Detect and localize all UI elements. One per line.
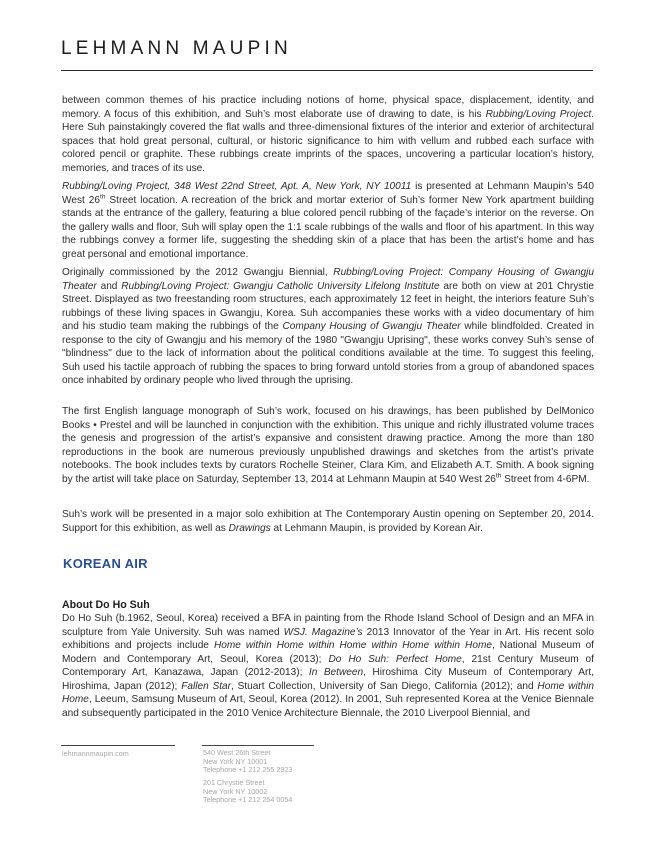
artwork-title: Home within Home within Home within Home within Home bbox=[213, 640, 492, 651]
text-run: , 21st Century Museum of Contemporary Art, Kanazawa, Japan (2012-2013); bbox=[62, 653, 594, 678]
artwork-title: In Between bbox=[308, 667, 364, 678]
artwork-title: Fallen Star bbox=[181, 680, 232, 692]
paragraph-west-22nd-street bbox=[62, 180, 594, 261]
text-run: , Hiroshima City Museum of Contemporary Art, Hiroshima, Japan (2012); bbox=[62, 667, 594, 692]
text-run: Street from 4-6PM. bbox=[501, 473, 590, 485]
paragraph-monograph bbox=[62, 405, 594, 486]
footer-divider-left bbox=[61, 745, 175, 746]
text-run: at Lehmann Maupin, is provided by Korean Air. bbox=[270, 522, 483, 534]
text-run: between common themes of his practice including notions of home, physical space, displacement, identity, and memory. A focus of this exhibition, and Suh’s most elaborate use of drawing to date, is his bbox=[62, 95, 594, 120]
publication-title: WSJ. Magazine’s bbox=[283, 626, 363, 638]
paragraph-rubbing-loving-intro bbox=[62, 94, 594, 175]
text-run: Do Ho Suh (b.1962, Seoul, Korea) received a BFA in painting from the Rhode Island School of Design and an MFA in sculpture from Yale University. Suh was named bbox=[62, 613, 594, 638]
artwork-title: Company Housing of Gwangju Theater bbox=[282, 321, 461, 332]
footer-website: lehmannmaupin.com bbox=[62, 749, 129, 758]
address-city: New York NY 10002 bbox=[203, 786, 268, 796]
text-run: . Here Suh painstakingly covered the flat walls and three-dimensional fixtures of the interior and exterior of architectural spaces that hold great personal, cultural, or historic significance to him with vellum and rubbed each surface with colored pencil or graphite. These rubbings create imprints of the spaces, uncovering a particular location’s history, memories, and traces of its use. bbox=[62, 108, 594, 174]
text-run: Suh’s work will be presented in a major solo exhibition at The Contemporary Austin opening on September 20, 2014. Support for this exhibition, as well as bbox=[62, 509, 594, 534]
artwork-title: Rubbing/Loving Project bbox=[485, 108, 592, 120]
address-street: 540 West 26th Street bbox=[203, 748, 271, 757]
text-run: 2013 Innovator of the Year in Art. His recent solo exhibitions and projects include bbox=[62, 626, 594, 651]
text-run: Originally commissioned by the 2012 Gwangju Biennial, bbox=[62, 267, 334, 278]
text-run: , Leeum, Samsung Museum of Art, Seoul, Korea (2012). In 2001, Suh represented Korea at the Venice Biennale and subsequently participated in the 2010 Venice Architecture Biennale, the 2010 Liverpool Biennial, and bbox=[62, 694, 594, 719]
ordinal-suffix: th bbox=[100, 193, 106, 201]
paragraph-biography bbox=[62, 612, 594, 720]
text-run: The first English language monograph of Suh’s work, focused on his drawings, has been published by DelMonico Books • Prestel and will be launched in conjunction with the exhibition. This unique and richly illustrated volume traces the genesis and progression of the artist’s expansive and consistent drawing practice. Among the more than 180 reproductions in the book are numerous previously unpublished drawings and sketches from the artist’s private notebooks. The book includes texts by curators Rochelle Steiner, Clara Kim, and Elizabeth A.T. Smith. A book signing by the artist will take place on Saturday, September 13, 2014 at Lehmann Maupin at 540 West 26 bbox=[62, 406, 594, 485]
artwork-title: Drawings bbox=[228, 522, 271, 534]
ordinal-suffix: th bbox=[495, 472, 502, 480]
about-heading: About Do Ho Suh bbox=[62, 599, 150, 611]
text-run: Street location. A recreation of the brick and mortar exterior of Suh’s former New York apartment building stands at the entrance of the gallery, featuring a blue colored pencil rubbing of the façade’s interior on the reverse. On the gallery walls and floor, Suh will splay open the 1:1 scale rubbings of the walls and floor of his apartment. In this way the rubbings convey a former life, suggesting the shedding skin of a place that has been the artist’s home and has great personal and emotional importance. bbox=[62, 194, 595, 260]
artwork-title: Rubbing/Loving Project: Company Housing of Gwangju Theater bbox=[62, 267, 594, 292]
artwork-title: Rubbing/Loving Project, 348 West 22nd Street, Apt. A, New York, NY 10011 bbox=[62, 181, 412, 192]
paragraph-contemporary-austin bbox=[62, 508, 594, 535]
text-run: and bbox=[96, 280, 122, 292]
text-run: while blindfolded. Created in response to the city of Gwangju and his memory of the 1980 "Gwangju Uprising", these works convey Suh’s sense of "blindness" due to the lack of information about the political conditions available at the time. To suggest this feeling, Suh used his tactile approach of rubbing the spaces to bring forward untold stories from a group of abandoned spaces once inhabited by ordinary people who lived through the uprising. bbox=[62, 321, 594, 386]
address-phone: Telephone +1 212 255 2923 bbox=[203, 765, 293, 775]
text-run: , Stuart Collection, University of San Diego, California (2012); and bbox=[231, 680, 538, 692]
footer-divider-right bbox=[202, 745, 314, 746]
artwork-title: Rubbing/Loving Project: Gwangju Catholic University Lifelong Institute bbox=[121, 280, 440, 292]
paragraph-gwangju-biennial bbox=[62, 266, 594, 388]
address-phone: Telephone +1 212 254 0054 bbox=[203, 795, 293, 805]
artwork-title: Do Ho Suh: Perfect Home bbox=[328, 653, 462, 665]
korean-air-logo: KOREAN AIR bbox=[63, 556, 148, 571]
address-city: New York NY 10001 bbox=[203, 756, 268, 766]
address-street: 201 Chrystie Street bbox=[203, 778, 265, 787]
text-run: is presented at Lehmann Maupin’s 540 West 26 bbox=[62, 181, 594, 206]
gallery-logo: LEHMANN MAUPIN bbox=[61, 38, 292, 59]
artwork-title: Home within Home bbox=[62, 680, 594, 705]
footer-address-chrystie-street bbox=[203, 779, 292, 805]
text-run: , National Museum of Modern and Contemporary Art, Seoul, Korea (2013); bbox=[62, 640, 594, 665]
footer-address-26th-street bbox=[203, 749, 292, 775]
header-divider bbox=[61, 70, 593, 71]
text-run: are both on view at 201 Chrystie Street. Displayed as two freestanding room structures, each approximately 12 feet in height, the interiors feature Suh’s rubbings of these living spaces in Gwangju, Korea. Suh accompanies these works with a video documentary of him and his studio team making the rubbings of the bbox=[62, 280, 595, 332]
